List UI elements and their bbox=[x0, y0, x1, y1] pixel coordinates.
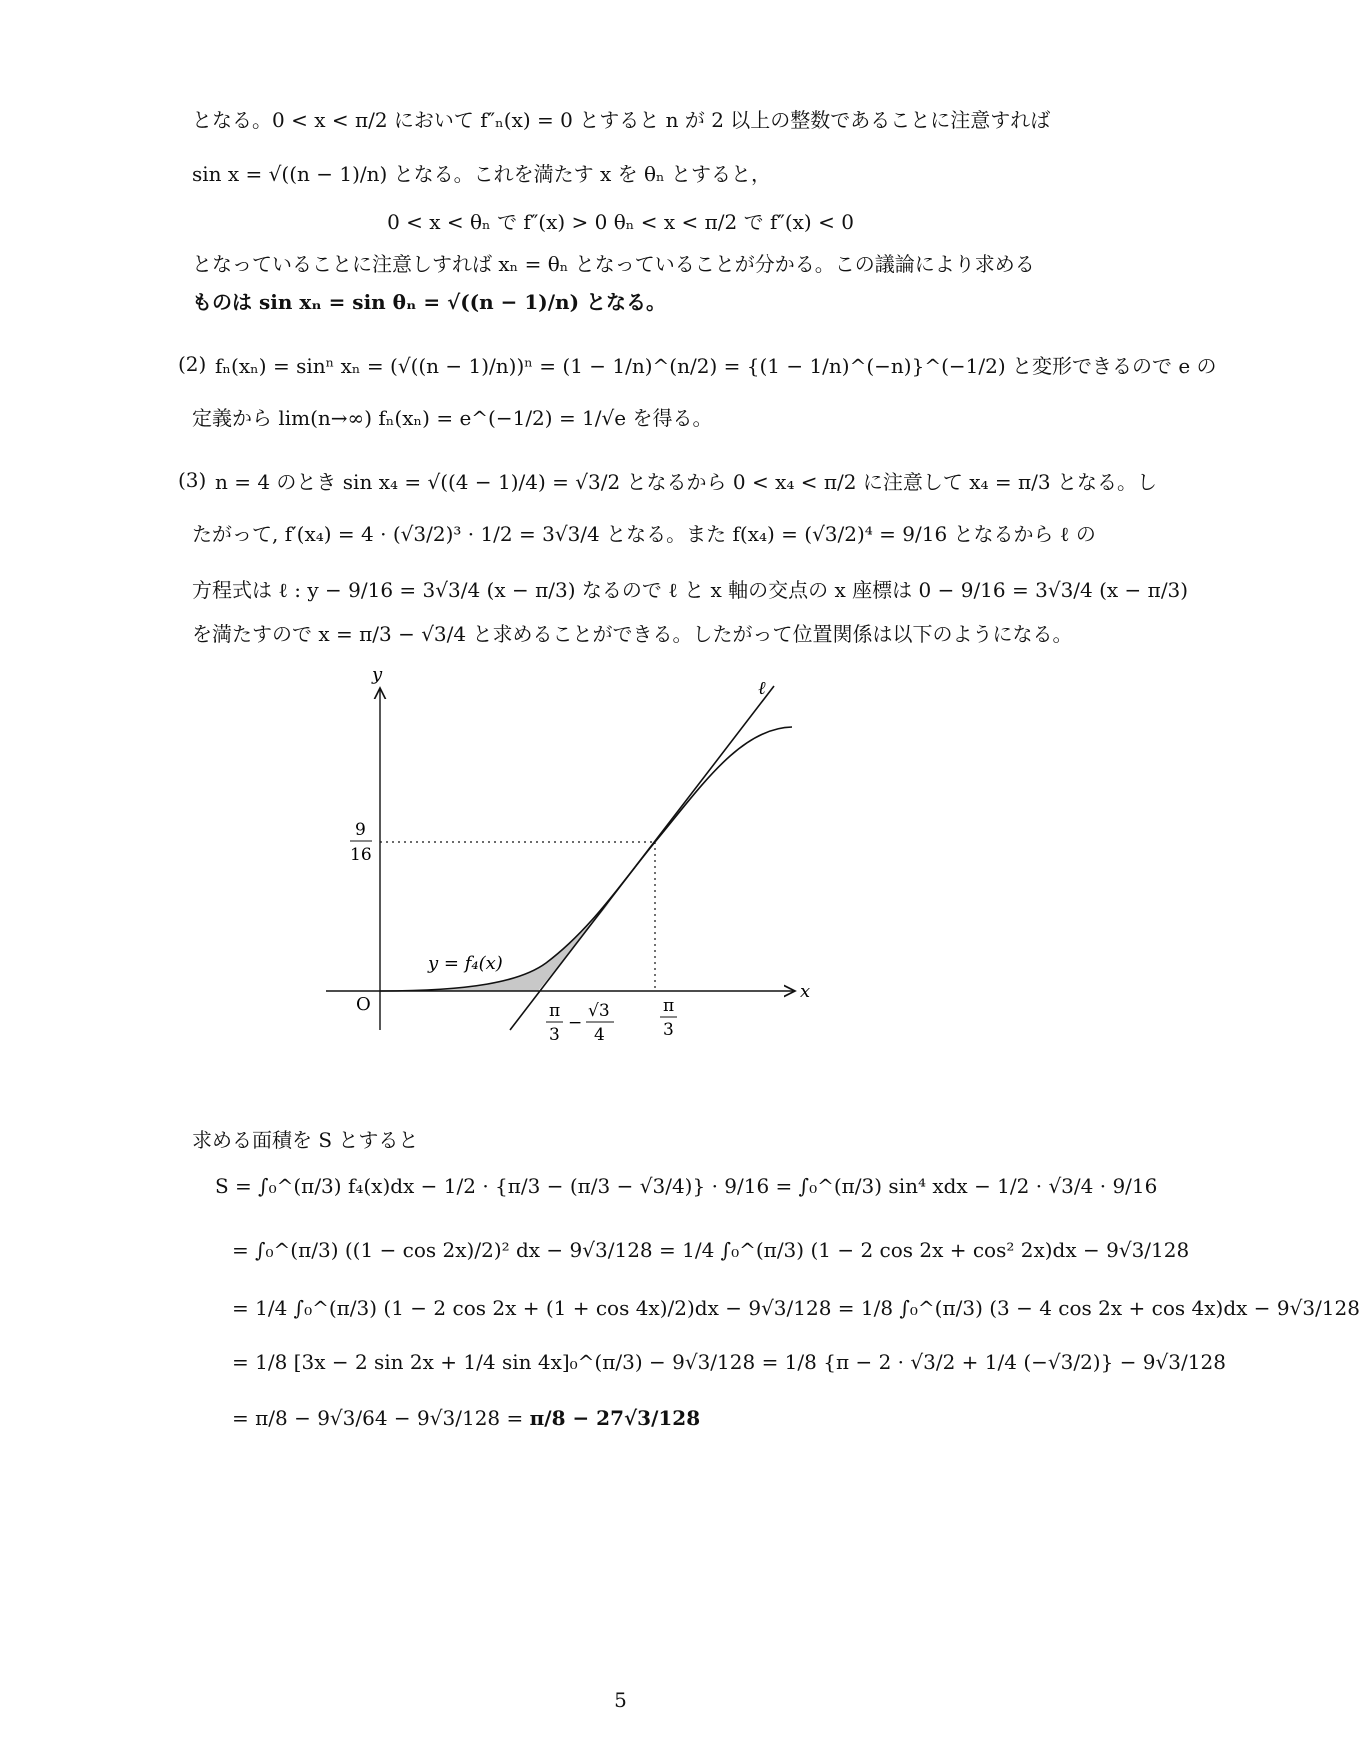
graph-figure bbox=[0, 660, 1241, 1080]
area-eq3: = 1/4 ∫₀^(π/3) (1 − 2 cos 2x + (1 + cos 4x)/2)dx − 9√3/128 = 1/8 ∫₀^(π/3) (3 − 4 cos 2x + cos 4x)dx − 9√3/128 bbox=[232, 1296, 1360, 1320]
x-axis-label: x bbox=[800, 981, 811, 1002]
y-tick-denominator: 16 bbox=[350, 845, 372, 865]
p3-line3: 方程式は ℓ : y − 9/16 = 3√3/4 (x − π/3) なるので ℓ と x 軸の交点の x 座標は 0 − 9/16 = 3√3/4 (x − π/3) bbox=[192, 578, 1189, 602]
p1-line1: となる。0 < x < π/2 において f″ₙ(x) = 0 とすると n が 2 以上の整数であることに注意すれば bbox=[192, 108, 1051, 132]
p1-condition: 0 < x < θₙ で f″(x) > 0 θₙ < x < π/2 で f″(x) < 0 bbox=[387, 210, 854, 234]
p2-line1: fₙ(xₙ) = sinⁿ xₙ = (√((n − 1)/n))ⁿ = (1 − 1/n)^(n/2) = {(1 − 1/n)^(−n)}^(−1/2) と変形できるので e の bbox=[215, 354, 1217, 378]
page-number: 5 bbox=[614, 1688, 627, 1712]
p1-line3: となっていることに注意しすれば xₙ = θₙ となっていることが分かる。この議論により求める bbox=[192, 252, 1035, 276]
x-tick1-sqrt3: √3 bbox=[588, 1001, 610, 1021]
origin-label: O bbox=[356, 994, 371, 1015]
y-tick-numerator: 9 bbox=[355, 820, 366, 840]
x-tick1-four: 4 bbox=[594, 1025, 605, 1045]
area-eq2: = ∫₀^(π/3) ((1 − cos 2x)/2)² dx − 9√3/128 = 1/4 ∫₀^(π/3) (1 − 2 cos 2x + cos² 2x)dx − 9√3/128 bbox=[232, 1238, 1190, 1262]
p3-label: (3) bbox=[178, 468, 207, 492]
area-final-answer: π/8 − 27√3/128 bbox=[529, 1406, 701, 1430]
x-tick1-pi: π bbox=[549, 1001, 561, 1021]
x-tick1-minus: − bbox=[568, 1013, 583, 1033]
p1-line2: sin x = √((n − 1)/n) となる。これを満たす x を θₙ とすると， bbox=[192, 162, 772, 186]
x-tick2-three: 3 bbox=[663, 1020, 674, 1040]
tangent-label: ℓ bbox=[758, 678, 766, 699]
area-eq4: = 1/8 [3x − 2 sin 2x + 1/4 sin 4x]₀^(π/3) − 9√3/128 = 1/8 {π − 2 · √3/2 + 1/4 (−√3/2)} − 9√3/128 bbox=[232, 1350, 1226, 1374]
x-tick2-pi: π bbox=[663, 996, 675, 1016]
p3-line2: たがって, f′(x₄) = 4 · (√3/2)³ · 1/2 = 3√3/4 となる。また f(x₄) = (√3/2)⁴ = 9/16 となるから ℓ の bbox=[192, 522, 1096, 546]
curve-label: y = f₄(x) bbox=[428, 953, 503, 974]
area-intro: 求める面積を S とすると bbox=[192, 1128, 419, 1152]
p3-line4: を満たすので x = π/3 − √3/4 と求めることができる。したがって位置関係は以下のようになる。 bbox=[192, 622, 1073, 646]
x-tick1-three: 3 bbox=[549, 1025, 560, 1045]
p1-line4-result: ものは sin xₙ = sin θₙ = √((n − 1)/n) となる。 bbox=[192, 290, 667, 314]
curve-f4 bbox=[380, 727, 792, 991]
area-eq1: S = ∫₀^(π/3) f₄(x)dx − 1/2 · {π/3 − (π/3 − √3/4)} · 9/16 = ∫₀^(π/3) sin⁴ xdx − 1/2 · √3/4 · 9/16 bbox=[215, 1174, 1158, 1198]
y-axis-label: y bbox=[372, 664, 383, 685]
tangent-line bbox=[510, 686, 774, 1030]
area-eq5 bbox=[232, 1404, 700, 1432]
shaded-area bbox=[380, 901, 611, 991]
area-eq5-steps: = π/8 − 9√3/64 − 9√3/128 = bbox=[232, 1406, 530, 1430]
p2-line2: 定義から lim(n→∞) fₙ(xₙ) = e^(−1/2) = 1/√e を得る。 bbox=[192, 406, 713, 430]
p3-line1: n = 4 のとき sin x₄ = √((4 − 1)/4) = √3/2 となるから 0 < x₄ < π/2 に注意して x₄ = π/3 となる。し bbox=[215, 470, 1157, 494]
p2-label: (2) bbox=[178, 352, 207, 376]
